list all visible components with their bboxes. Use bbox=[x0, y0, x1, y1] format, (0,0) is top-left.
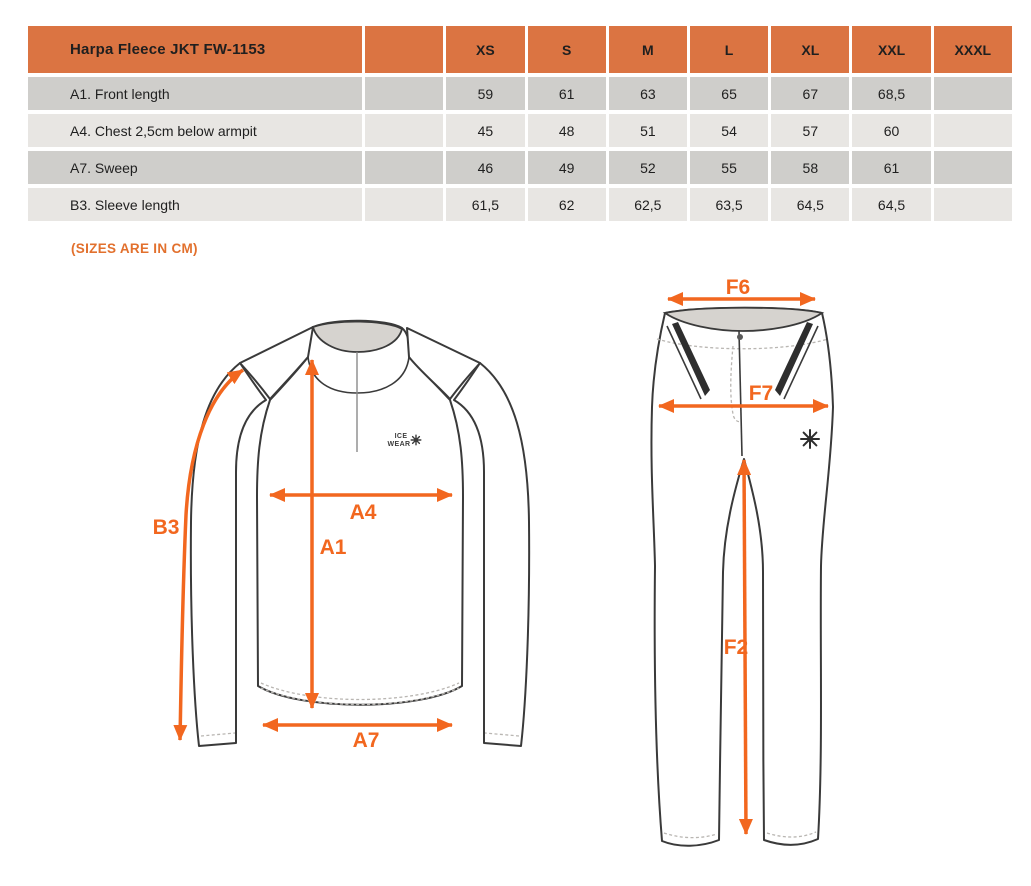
row-label: A4. Chest 2,5cm below armpit bbox=[28, 114, 362, 147]
snowflake-icon bbox=[411, 435, 421, 445]
value-cell: 64,5 bbox=[852, 188, 930, 221]
value-cell: 65 bbox=[690, 77, 768, 110]
pants-body bbox=[651, 308, 833, 846]
size-header-m: M bbox=[609, 26, 687, 73]
value-cell: 63 bbox=[609, 77, 687, 110]
value-cell: 63,5 bbox=[690, 188, 768, 221]
jacket-sleeve-left bbox=[191, 363, 266, 746]
value-cell: 60 bbox=[852, 114, 930, 147]
pants-drawing bbox=[651, 276, 833, 846]
value-cell: 46 bbox=[446, 151, 524, 184]
value-cell: 55 bbox=[690, 151, 768, 184]
value-cell: 61,5 bbox=[446, 188, 524, 221]
logo-text-line2: WEAR bbox=[387, 441, 411, 448]
value-cell: 67 bbox=[771, 77, 849, 110]
value-cell: 68,5 bbox=[852, 77, 930, 110]
size-header-xs: XS bbox=[446, 26, 524, 73]
jacket-sleeve-right bbox=[454, 363, 529, 746]
value-cell: 51 bbox=[609, 114, 687, 147]
row-label: B3. Sleeve length bbox=[28, 188, 362, 221]
value-cell: 54 bbox=[690, 114, 768, 147]
units-note: (SIZES ARE IN CM) bbox=[71, 241, 198, 256]
value-cell: 61 bbox=[852, 151, 930, 184]
jacket-a4-label: A4 bbox=[349, 501, 377, 524]
value-cell: 61 bbox=[528, 77, 606, 110]
jacket-b3-label: B3 bbox=[152, 516, 180, 539]
pants-f6-label: F6 bbox=[725, 276, 751, 299]
value-cell: 45 bbox=[446, 114, 524, 147]
product-title: Harpa Fleece JKT FW-1153 bbox=[28, 26, 362, 73]
size-header-xxxl: XXXL bbox=[934, 26, 1012, 73]
pants-button bbox=[737, 334, 743, 340]
value-cell: 48 bbox=[528, 114, 606, 147]
value-cell: 62 bbox=[528, 188, 606, 221]
value-cell: 59 bbox=[446, 77, 524, 110]
size-header-xl: XL bbox=[771, 26, 849, 73]
value-cell: 52 bbox=[609, 151, 687, 184]
jacket-a1-label: A1 bbox=[319, 536, 347, 559]
value-cell: 58 bbox=[771, 151, 849, 184]
value-cell: 64,5 bbox=[771, 188, 849, 221]
row-label: A1. Front length bbox=[28, 77, 362, 110]
pants-f7-label: F7 bbox=[748, 382, 774, 405]
size-header-xxl: XXL bbox=[852, 26, 930, 73]
size-header-s: S bbox=[528, 26, 606, 73]
logo-text-line1: ICE bbox=[394, 433, 408, 440]
pants-f2-label: F2 bbox=[723, 636, 749, 659]
row-label: A7. Sweep bbox=[28, 151, 362, 184]
jacket-a7-label: A7 bbox=[352, 729, 380, 752]
size-header-l: L bbox=[690, 26, 768, 73]
value-cell: 57 bbox=[771, 114, 849, 147]
snowflake-icon bbox=[801, 430, 819, 448]
value-cell: 62,5 bbox=[609, 188, 687, 221]
value-cell: 49 bbox=[528, 151, 606, 184]
jacket-drawing bbox=[153, 321, 530, 752]
